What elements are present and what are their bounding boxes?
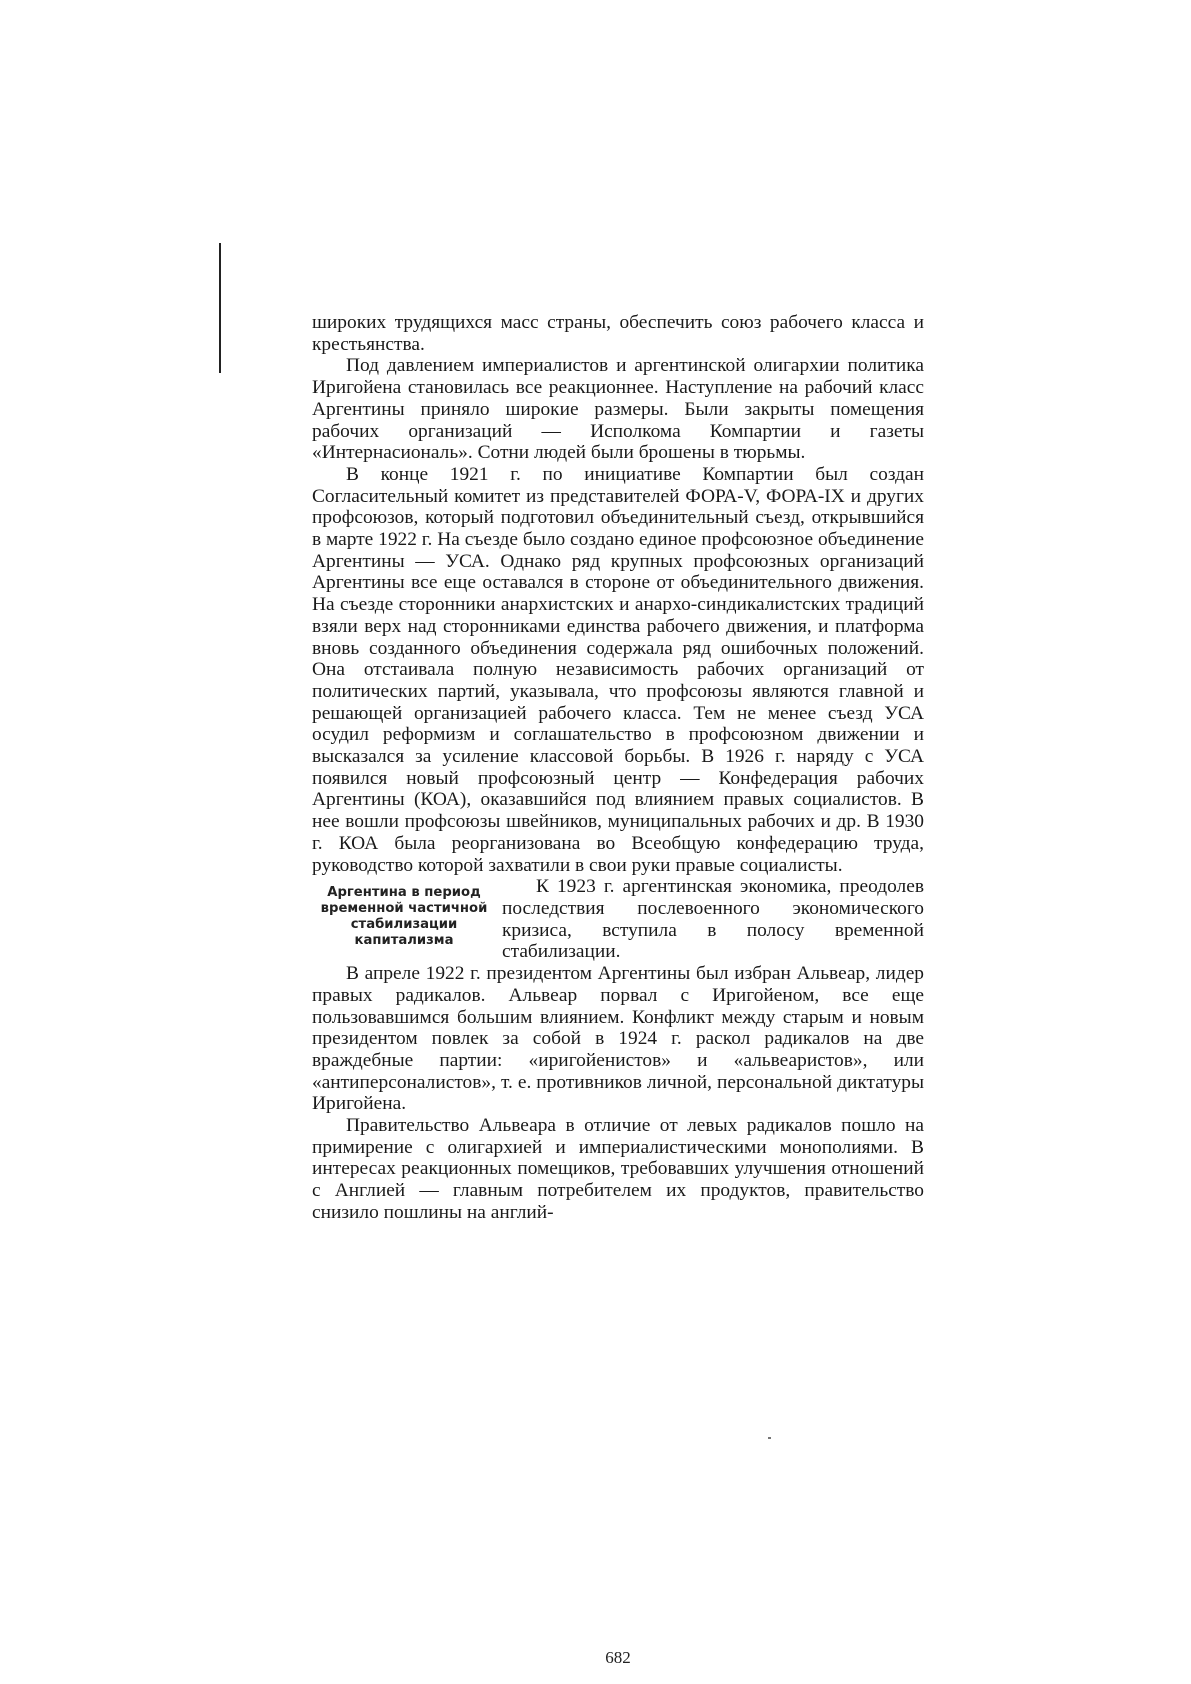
section-block [312,876,924,963]
paragraph-2: Под давлением империалистов и аргентинской олигархии политика Иригойена становилась все реакционнее. Наступление на рабочий класс Аргентины приняло широкие размеры. Были закрыты помещения рабочих организаций — Исполкома Компартии и газеты «Интернасиональ». Сотни людей были брошены в тюрьмы. [312,355,924,464]
page-number [312,1648,924,1668]
paragraph-4: К 1923 г. аргентинская экономика, преодолев последствия послевоенного экономического кризиса, вступила в полосу временной стабилизации. [502,876,924,963]
paragraph-1: широких трудящихся масс страны, обеспечить союз рабочего класса и крестьянства. [312,312,924,355]
page-number-text: 682 [605,1648,631,1667]
paragraph-3: В конце 1921 г. по инициативе Компартии был создан Согласительный комитет из представителей ФОРА-V, ФОРА-IX и других профсоюзов, который подготовил объединительный съезд, открывшийся в марте 1922 г. На съезде было создано единое профсоюзное объединение Аргентины — УСА. Однако ряд крупных профсоюзных организаций Аргентины все еще оставался в стороне от объединительного движения. На съезде сторонники анархистских и анархо-синдикалистских традиций взяли верх над сторонниками единства рабочего движения, и платформа вновь созданного объединения содержала ряд ошибочных положений. Она отстаивала полную независимость рабочих организаций от политических партий, указывала, что профсоюзы являются главной и решающей организацией рабочего класса. Тем не менее съезд УСА осудил реформизм и соглашательство в профсоюзном движении и высказался за усиление классовой борьбы. В 1926 г. наряду с УСА появился новый профсоюзный центр — Конфедерация рабочих Аргентины (КОА), оказавшийся под влиянием правых социалистов. В нее вошли профсоюзы швейников, муниципальных рабочих и др. В 1930 г. КОА была реорганизована во Всеобщую конфедерацию труда, руководство которой захватили в свои руки правые социалисты. [312,463,924,876]
section-side-heading: Аргентина в период временной частичной стабилизации капитализма [320,885,488,949]
scan-speck [768,1437,771,1439]
section-intro [502,876,924,963]
main-text [312,312,924,1224]
paragraph-6: Правительство Альвеара в отличие от левых радикалов пошло на примирение с олигархией и империалистическими монополиями. В интересах реакционных помещиков, требовавших улучшения отношений с Англией — главным потребителем их продуктов, правительство снизило пошлины на англий- [312,1115,924,1223]
book-page [312,312,924,1667]
paragraph-5: В апреле 1922 г. президентом Аргентины был избран Альвеар, лидер правых радикалов. Альвеар порвал с Иригойеном, все еще пользовавшимся большим влиянием. Конфликт между старым и новым президентом повлек за собой в 1924 г. раскол радикалов на две враждебные партии: «иригойенистов» и «альвеаристов», или «антиперсоналистов», т. е. противников личной, персональной диктатуры Иригойена. [312,963,924,1115]
margin-mark [219,243,221,373]
